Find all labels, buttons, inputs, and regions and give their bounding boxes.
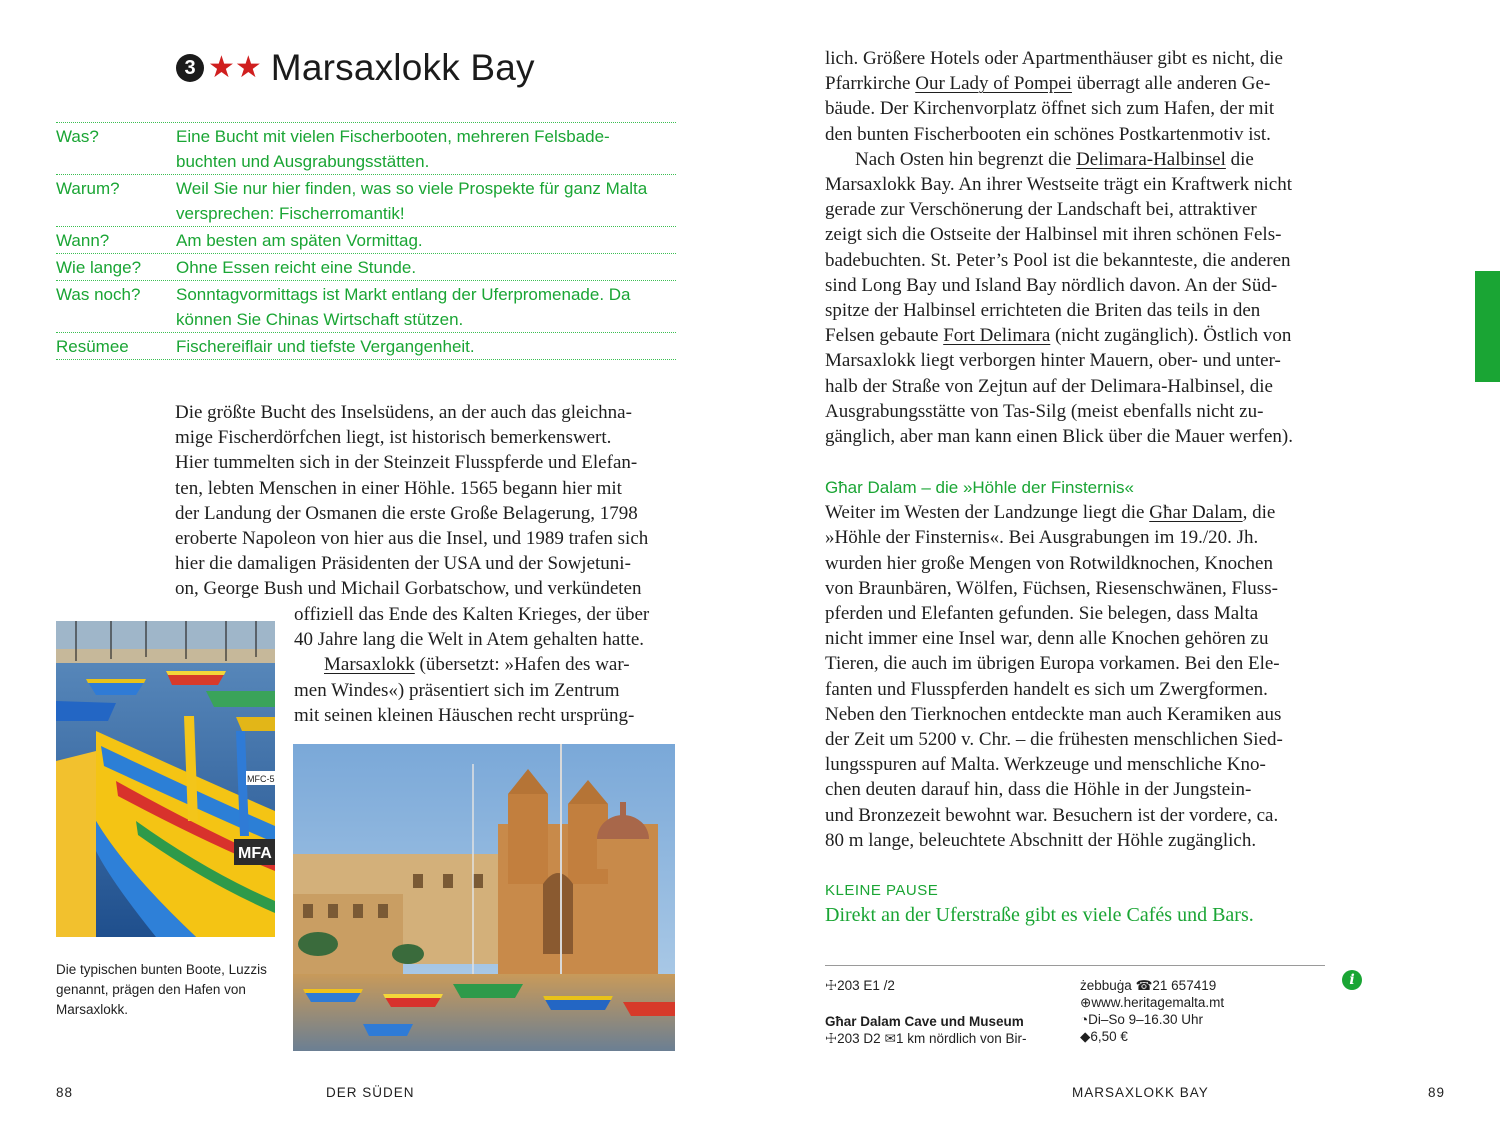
fact-row-was-noch bbox=[56, 280, 676, 332]
text-line: bäude. Der Kirchenvorplatz öffnet sich zum Hafen, der mit bbox=[825, 98, 1275, 120]
address-line bbox=[825, 1030, 1065, 1047]
map-ref-text: 203 D2 bbox=[837, 1031, 881, 1046]
envelope-icon: ✉ bbox=[884, 1031, 896, 1046]
fact-text bbox=[176, 175, 676, 226]
text-line: men Windes«) präsentiert sich im Zentrum bbox=[294, 679, 620, 701]
sight-number-badge: 3 bbox=[176, 54, 204, 82]
text-line: von Braunbären, Wölfen, Füchsen, Riesenschwänen, Fluss- bbox=[825, 577, 1278, 599]
text-span: Pfarrkirche bbox=[825, 73, 916, 95]
text-line: hier die damaligen Präsidenten der USA und der Sowjetuni- bbox=[175, 553, 631, 575]
fact-text bbox=[176, 123, 676, 174]
text-line: gerade zur Verschönerung der Landschaft bei, attraktiver bbox=[825, 199, 1257, 221]
hours-line bbox=[1080, 1011, 1320, 1028]
text-line: zeigt sich die Ostseite der Halbinsel mit ihren schönen Fels- bbox=[825, 224, 1282, 246]
text-line: ten, lebten Menschen in einer Höhle. 1565 begann hier mit bbox=[175, 477, 622, 499]
running-head-right: MARSAXLOKK BAY bbox=[1072, 1085, 1209, 1100]
price-line bbox=[1080, 1028, 1320, 1045]
svg-text:MFC-5: MFC-5 bbox=[247, 774, 275, 784]
text-line: Die größte Bucht des Inselsüdens, an der auch das gleichna- bbox=[175, 402, 632, 423]
photo-caption: Die typischen bunten Boote, Luzzis genannt, prägen den Hafen von Marsaxlokk. bbox=[56, 962, 267, 1017]
text-line: den bunten Fischerbooten ein schönes Postkartenmotiv ist. bbox=[825, 123, 1271, 145]
address-text: żebbuġa bbox=[1080, 978, 1132, 993]
text-line: lungsspuren auf Malta. Werkzeuge und menschliche Kno- bbox=[825, 754, 1266, 776]
boats-illustration bbox=[56, 621, 275, 937]
text-span: Nach Osten hin begrenzt die bbox=[855, 148, 1077, 170]
text-line: chen deuten darauf hin, dass die Höhle in der Jungstein- bbox=[825, 779, 1252, 801]
text-line: der Zeit um 5200 v. Chr. – die frühesten menschlichen Sied- bbox=[825, 729, 1283, 751]
fact-label: Wie lange? bbox=[56, 258, 142, 277]
price-text: 6,50 € bbox=[1090, 1029, 1128, 1044]
text-line: mit seinen kleinen Häuschen recht ursprüng- bbox=[294, 704, 635, 726]
text-line: Hier tummelten sich in der Steinzeit Flusspferde und Elefan- bbox=[175, 452, 638, 474]
text-line bbox=[825, 71, 1325, 96]
info-icon: i bbox=[1342, 970, 1362, 990]
right-column bbox=[825, 46, 1325, 929]
text-line: gänglich, aber man kann einen Blick über die Mauer werfen). bbox=[825, 426, 1293, 448]
rating-stars: ★★ bbox=[208, 51, 262, 84]
kleine-pause-text: Direkt an der Uferstraße gibt es viele Cafés und Bars. bbox=[825, 904, 1254, 927]
fact-row-wie-lange bbox=[56, 253, 676, 280]
map-pin-icon: ☩ bbox=[825, 1031, 838, 1046]
text-line: pferden und Elefanten gefunden. Sie belegen, dass Malta bbox=[825, 603, 1259, 625]
text-line: sind Long Bay und Island Bay nördlich davon. An der Süd- bbox=[825, 274, 1278, 296]
page-number-left: 88 bbox=[56, 1085, 74, 1100]
boats-photo bbox=[56, 621, 275, 937]
text-span: (übersetzt: »Hafen des war- bbox=[414, 654, 630, 676]
text-line: spitze der Halbinsel errichteten die Briten das teils in den bbox=[825, 300, 1261, 322]
church-harbour-photo bbox=[293, 744, 675, 1051]
text-span: , die bbox=[1242, 502, 1276, 524]
fact-text bbox=[176, 227, 676, 253]
section-heading: Għar Dalam – die »Höhle der Finsternis« bbox=[825, 478, 1134, 498]
fact-line: können Sie Chinas Wirtschaft stützen. bbox=[176, 310, 464, 329]
chapter-title bbox=[176, 44, 535, 92]
map-pin-icon: ☩ bbox=[825, 978, 838, 993]
facts-table bbox=[56, 122, 676, 360]
fort-delimara-link[interactable]: Fort Delimara bbox=[943, 325, 1051, 347]
text-line: Marsaxlokk Bay. An ihrer Westseite trägt ein Kraftwerk nicht bbox=[825, 174, 1293, 196]
fact-text bbox=[176, 281, 676, 332]
phone-icon: ☎ bbox=[1135, 978, 1153, 993]
text-line: halb der Straße von Zejtun auf der Delimara-Halbinsel, die bbox=[825, 375, 1273, 397]
our-lady-of-pompei-link[interactable]: Our Lady of Pompei bbox=[915, 73, 1072, 95]
svg-text:MFA: MFA bbox=[238, 845, 272, 862]
church-illustration bbox=[293, 744, 675, 1051]
map-ref-text: 203 E1 /2 bbox=[837, 978, 895, 993]
text-line: Ausgrabungsstätte von Tas-Silg (meist ebenfalls nicht zu- bbox=[825, 400, 1264, 422]
contact-line bbox=[1080, 977, 1320, 994]
opening-hours: Di–So 9–16.30 Uhr bbox=[1088, 1012, 1203, 1027]
fact-text bbox=[176, 333, 676, 359]
fact-line: versprechen: Fischerromantik! bbox=[176, 204, 405, 223]
text-line: »Höhle der Finsternis«. Bei Ausgrabungen im 19./20. Jh. bbox=[825, 527, 1259, 549]
text-line: wurden hier große Mengen von Rotwildknochen, Knochen bbox=[825, 552, 1273, 574]
text-span: (nicht zugänglich). Östlich von bbox=[1050, 325, 1292, 347]
text-line: Neben den Tierknochen entdeckte man auch Keramiken aus bbox=[825, 703, 1282, 725]
text-line bbox=[294, 652, 679, 677]
info-divider bbox=[825, 965, 1325, 966]
fact-line: buchten und Ausgrabungsstätten. bbox=[176, 152, 430, 171]
fact-label: Wann? bbox=[56, 231, 110, 250]
fact-row-was bbox=[56, 122, 676, 174]
place-name: Għar Dalam Cave und Museum bbox=[825, 1014, 1024, 1029]
text-line: on, George Bush und Michail Gorbatschow, und verkündeten bbox=[175, 578, 642, 600]
page-number-right: 89 bbox=[1428, 1085, 1446, 1100]
fact-text bbox=[176, 254, 676, 280]
fact-line: Weil Sie nur hier finden, was so viele Prospekte für ganz Malta bbox=[176, 179, 648, 198]
fact-row-warum bbox=[56, 174, 676, 226]
fact-label: Was? bbox=[56, 127, 99, 146]
text-span: die bbox=[1225, 148, 1254, 170]
text-line: Marsaxlokk liegt verborgen hinter Mauern, ober- und unter- bbox=[825, 350, 1281, 372]
globe-icon: ⊕ bbox=[1080, 995, 1092, 1010]
fact-label: Resümee bbox=[56, 337, 129, 356]
text-span: überragt alle anderen Ge- bbox=[1071, 73, 1271, 95]
text-line: nicht immer eine Insel war, denn alle Knochen gehören zu bbox=[825, 628, 1269, 650]
fact-line: Am besten am späten Vormittag. bbox=[176, 231, 423, 250]
text-line: Tieren, die auch im übrigen Europa vorkamen. Bei den Ele- bbox=[825, 653, 1280, 675]
page-title: Marsaxlokk Bay bbox=[270, 47, 535, 88]
web-line bbox=[1080, 994, 1320, 1011]
text-line: badebuchten. St. Peter’s Pool ist die bekannteste, die anderen bbox=[825, 249, 1291, 271]
text-line: fanten und Flusspferden handelt es sich um Zwergformen. bbox=[825, 678, 1268, 700]
text-span: Felsen gebaute bbox=[825, 325, 944, 347]
text-line: mige Fischerdörfchen liegt, ist historisch bemerkenswert. bbox=[175, 427, 612, 449]
text-line: lich. Größere Hotels oder Apartmenthäuser gibt es nicht, die bbox=[825, 48, 1283, 69]
text-line: eroberte Napoleon von hier aus die Insel, und 1989 trafen sich bbox=[175, 528, 649, 550]
delimara-halbinsel-link[interactable]: Delimara-Halbinsel bbox=[1076, 148, 1226, 170]
chapter-tab-marker bbox=[1475, 271, 1500, 382]
running-head-left: DER SÜDEN bbox=[326, 1085, 415, 1100]
fact-line: Ohne Essen reicht eine Stunde. bbox=[176, 258, 417, 277]
intro-paragraph-continued bbox=[294, 602, 679, 728]
text-span: Weiter im Westen der Landzunge liegt die bbox=[825, 502, 1150, 524]
address-text: 1 km nördlich von Bir- bbox=[895, 1031, 1027, 1046]
text-line: der Landung der Osmanen die erste Große Belagerung, 1798 bbox=[175, 502, 638, 524]
text-line: offiziell das Ende des Kalten Krieges, der über bbox=[294, 604, 650, 625]
text-line bbox=[825, 323, 1325, 348]
fact-label: Was noch? bbox=[56, 285, 141, 304]
price-tag-icon: ◆ bbox=[1080, 1029, 1091, 1044]
info-block-left bbox=[825, 977, 1065, 1047]
info-block-right bbox=[1080, 977, 1320, 1045]
text-line: 40 Jahre lang die Welt in Atem gehalten hatte. bbox=[294, 629, 645, 651]
text-line bbox=[825, 500, 1325, 525]
kleine-pause-heading: KLEINE PAUSE bbox=[825, 882, 939, 900]
text-line bbox=[825, 147, 1325, 172]
map-reference bbox=[825, 977, 1065, 994]
fact-line: Fischereiflair und tiefste Vergangenheit. bbox=[176, 337, 475, 356]
fact-row-resuemee bbox=[56, 332, 676, 360]
clock-icon: ◔ bbox=[1080, 1012, 1089, 1027]
fact-line: Sonntagvormittags ist Markt entlang der Uferpromenade. Da bbox=[176, 285, 631, 304]
phone-number: 21 657419 bbox=[1152, 978, 1217, 993]
intro-paragraph bbox=[175, 400, 680, 602]
text-line: 80 m lange, beleuchtete Abschnitt der Höhle zugänglich. bbox=[825, 829, 1257, 851]
ghar-dalam-link[interactable]: Għar Dalam bbox=[1149, 502, 1243, 524]
fact-row-wann bbox=[56, 226, 676, 253]
fact-line: Eine Bucht mit vielen Fischerbooten, mehreren Felsbade- bbox=[176, 127, 610, 146]
text-line: und Bronzezeit bewohnt war. Besuchern ist der vordere, ca. bbox=[825, 804, 1279, 826]
marsaxlokk-link[interactable]: Marsaxlokk bbox=[324, 654, 415, 676]
website-link[interactable]: www.heritagemalta.mt bbox=[1091, 995, 1225, 1010]
fact-label: Warum? bbox=[56, 179, 120, 198]
